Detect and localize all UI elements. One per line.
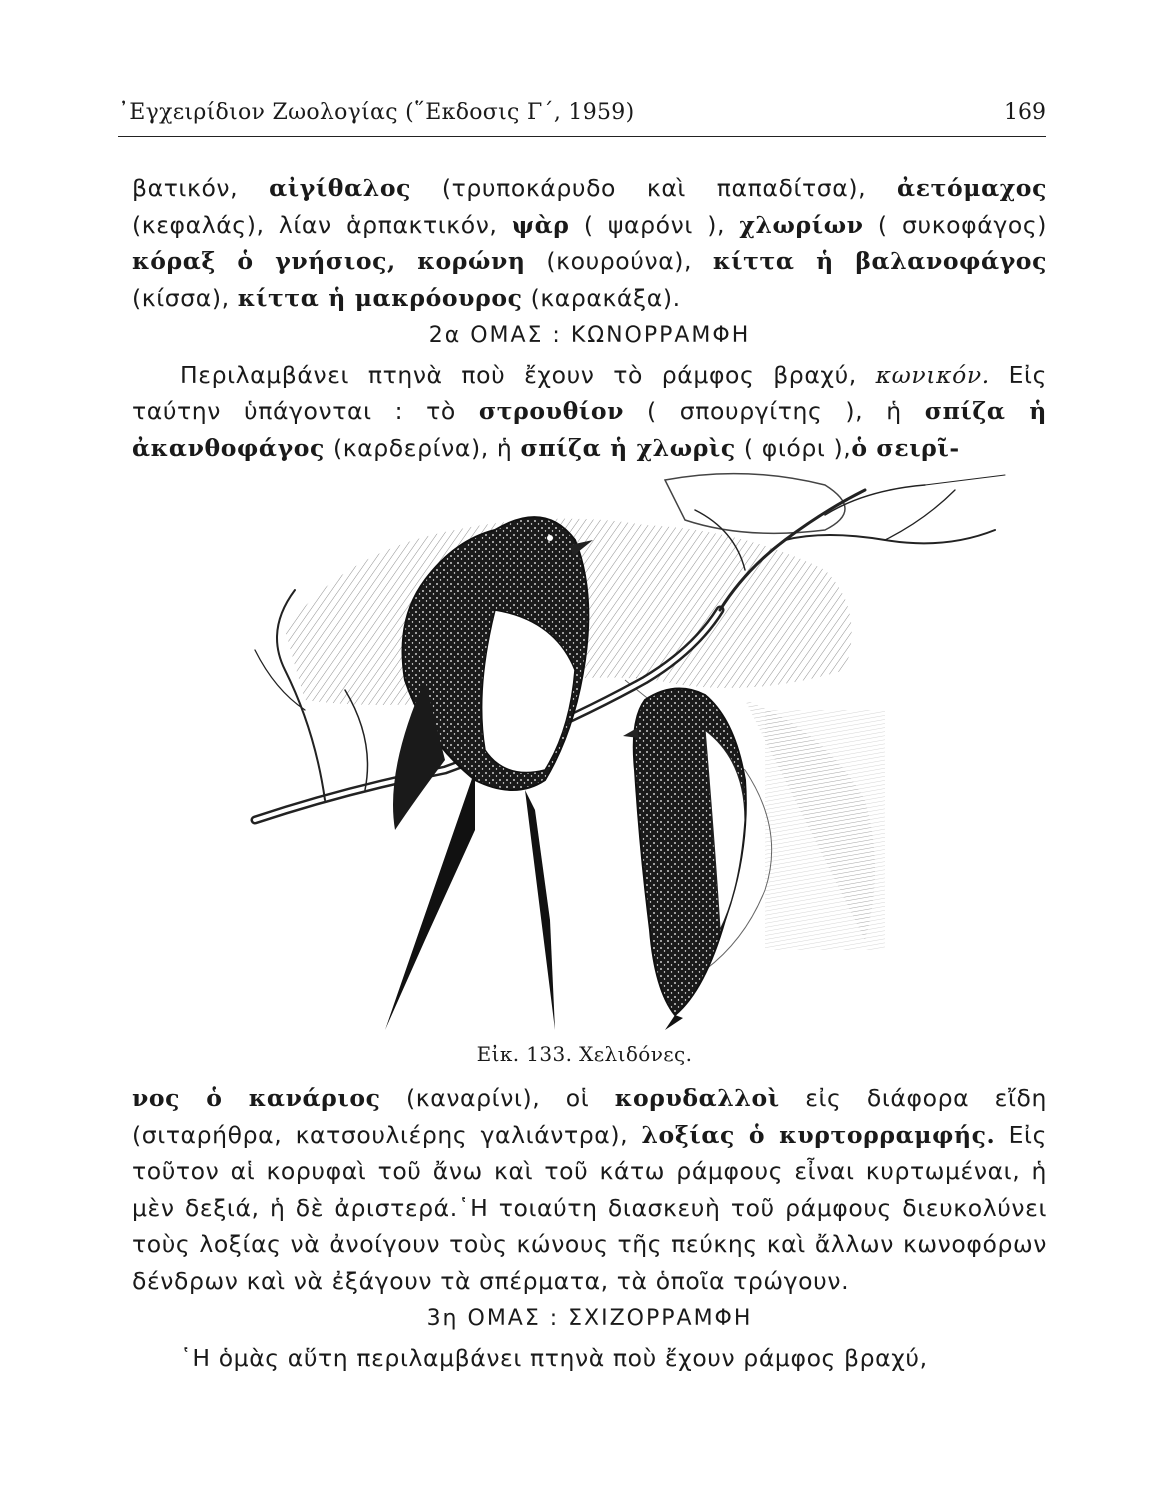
term-seirinos: ὁ σειρῖ- <box>851 433 960 462</box>
term-chlorion: χλωρίων <box>739 210 864 239</box>
text-run: (κουρούνα), <box>525 247 713 275</box>
text-block-top <box>132 170 1047 466</box>
background-hatching <box>285 474 885 970</box>
term-loxias: λοξίας ὁ κυρτορραμφής. <box>641 1120 996 1149</box>
text-run: (κίσσα), <box>132 283 238 312</box>
text-run: εἰς διάφορα εἴδη (σιταρήθρα, κατσουλιέρης γαλιάντρα), <box>132 1084 1047 1149</box>
text-run: ( ψαρόνι ), <box>569 210 740 239</box>
paragraph-corvids <box>132 170 1047 316</box>
term-kitta-balanofagos: κίττα ἡ βαλανοφάγος <box>712 247 1047 275</box>
text-run: (καρδερίνα), ἡ <box>324 433 521 462</box>
swallow-hanging <box>623 689 746 1030</box>
text-run: ( συκοφάγος) <box>863 210 1047 239</box>
term-aigithalos: αἰγίθαλος <box>269 174 412 202</box>
term-spiza-chloris: σπίζα ἡ χλωρὶς <box>520 433 736 462</box>
section-heading-2: 2α ΟΜΑΣ : ΚΩΝΟΡΡΑΜΦΗ <box>428 323 751 348</box>
section-heading-3: 3η ΟΜΑΣ : ΣΧΙΖΟΡΡΑΜΦΗ <box>426 1306 753 1331</box>
term-kitta-makroouros: κίττα ἡ μακρόουρος <box>237 283 523 312</box>
text-run: Εἰς ταύτην ὑπάγονται : τὸ <box>132 360 1047 425</box>
text-block-bottom <box>132 1080 1047 1376</box>
text-run: (κεφαλάς), λίαν ἁρπακτικόν, <box>132 210 512 239</box>
term-aetomachos: ἀετόμαχος <box>897 174 1047 202</box>
text-run: (καναρίνι), οἱ <box>380 1084 615 1112</box>
paragraph-konorramfi <box>132 357 1047 467</box>
text-run: ( φιόρι ), <box>735 433 852 462</box>
term-strouthion: στρουθίον <box>478 397 625 425</box>
text-run: βατικόν, <box>132 174 270 202</box>
paragraph-kanarios <box>132 1080 1047 1299</box>
swallows-illustration <box>225 470 1045 1035</box>
term-korydalloi: κορυδαλλοὶ <box>614 1084 780 1112</box>
paragraph-schizorramfi: ῾Η ὁμὰς αὕτη περιλαμβάνει πτηνὰ ποὺ ἔχουν ράμφος βραχύ, <box>180 1343 928 1372</box>
term-psar: ψὰρ <box>511 210 570 239</box>
term-kanarios: νος ὁ κανάριος <box>132 1084 381 1112</box>
running-header <box>118 96 1046 137</box>
text-run: ( σπουργίτης ), ἡ <box>624 397 925 425</box>
text-run: Εἰς τοῦτον αἱ κορυφαὶ τοῦ ἄνω καὶ τοῦ κάτω ράμφους εἶναι κυρτωμέναι, ἡ μὲν δεξιά, ἡ δὲ ἀριστερά.῾Η τοιαύτη διασκευὴ τοῦ ράμφους διευκολύνει τοὺς λοξίας νὰ ἀνοίγουν τοὺς κώνους τῆς πεύκης καὶ ἄλλων κωνοφόρων δένδρων καὶ νὰ ἐξάγουν τὰ σπέρματα, τὰ ὁποῖα τρώγουν. <box>132 1120 1047 1295</box>
figure-caption: Εἰκ. 133. Χελιδόνες. <box>476 1042 693 1066</box>
book-title: ᾿Εγχειρίδιον Ζωολογίας (῞Εκδοσις Γ΄, 1959) <box>118 100 635 125</box>
text-run: Περιλαμβάνει πτηνὰ ποὺ ἔχουν τὸ ράμφος βραχύ, <box>180 360 876 389</box>
text-run: (καρακάξα). <box>522 283 681 312</box>
swallow-perched <box>385 517 593 1030</box>
term-korax-korone: κόραξ ὁ γνήσιος, κορώνη <box>132 247 526 275</box>
page-number: 169 <box>1004 100 1046 125</box>
term-konikon: κωνικόν. <box>875 360 990 389</box>
text-run: (τρυποκάρυδο καὶ παπαδίτσα), <box>411 174 898 202</box>
term-spiza-akanthofagos: σπίζα ἡ ἀκανθοφάγος <box>132 397 1047 462</box>
